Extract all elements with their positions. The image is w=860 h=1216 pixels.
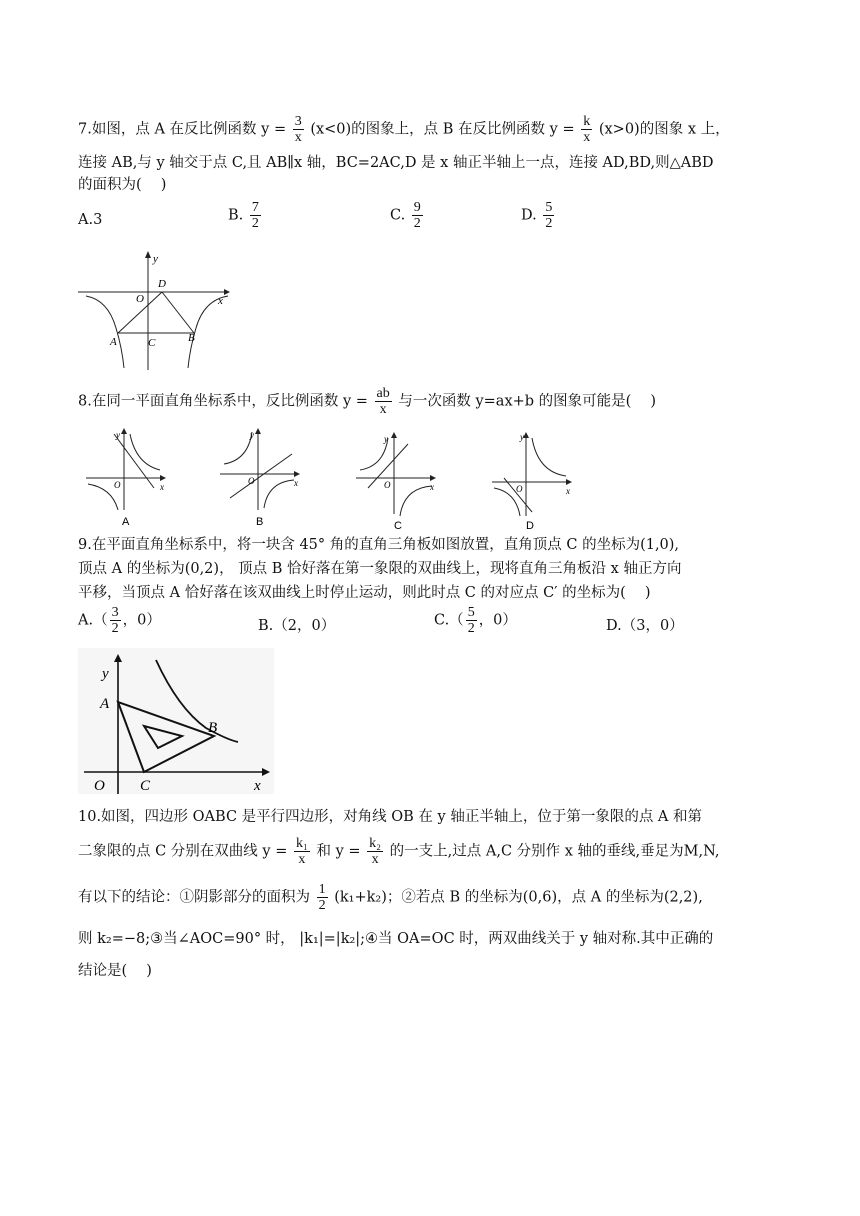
q9-fig-o-label: O (94, 778, 105, 794)
q7-fig-c-label: C (148, 337, 156, 349)
q8-graph-b[interactable] (218, 426, 302, 530)
q10-stem-line3: 有以下的结论：①阴影部分的面积为 $\frac{1}{2}$ (k₁+k₂)；②若点 B 的坐标为(0,6)，点 A 的坐标为(2,2), (78, 882, 703, 913)
q7-formula2-fraction: $\frac{k}{x}$ (583, 114, 591, 145)
q7-option-a[interactable]: A.3 (78, 212, 103, 228)
q9-figure (78, 648, 274, 794)
q7-stem-line3: 的面积为( ) (78, 177, 167, 193)
q7-fig-x-label: x (218, 295, 223, 307)
q7-fig-o-label: O (136, 293, 144, 305)
q10-formula1-fraction: $\frac{\text{k₁}}{x}$ (295, 836, 308, 867)
svg-text:x: x (430, 482, 434, 492)
q10-formula2-fraction: $\frac{\text{k₂}}{x}$ (369, 836, 382, 867)
q9-fig-a-label: A (100, 696, 110, 712)
q7-fig-b-label: B (188, 332, 195, 344)
q10-stem-line5: 结论是( ) (78, 963, 152, 979)
q10-half-fraction: $\frac{1}{2}$ (318, 882, 326, 913)
q10-stem-line1: 10.如图，四边形 OABC 是平行四边形，对角线 OB 在 y 轴正半轴上，位于第一象限的点 A 和第 (78, 809, 703, 825)
q7-fig-a-label: A (110, 336, 117, 348)
svg-text:x: x (160, 482, 164, 492)
svg-text:O: O (516, 484, 523, 494)
q9-stem-line3: 平移，当顶点 A 恰好落在该双曲线上时停止运动，则此时点 C 的对应点 C′ 的坐标为( ) (78, 585, 651, 601)
q7-fig-d-label: D (158, 278, 166, 290)
q7-formula1-fraction: $\frac{3}{x}$ (294, 114, 302, 145)
svg-text:O: O (384, 480, 391, 490)
svg-text:x: x (566, 486, 570, 496)
q7-figure (78, 248, 230, 370)
q8-graph-a[interactable] (84, 426, 168, 530)
svg-text:y: y (384, 434, 388, 444)
q7-option-b[interactable]: B. $\frac{7}{2}$ (228, 200, 259, 231)
q7-stem-line2: 连接 AB,与 y 轴交于点 C,且 AB∥x 轴，BC=2AC,D 是 x 轴正半轴上一点，连接 AD,BD,则△ABD (78, 155, 714, 171)
q9-stem-line1: 9.在平面直角坐标系中，将一块含 45° 角的直角三角板如图放置，直角顶点 C 的坐标为(1,0), (78, 537, 680, 553)
svg-text:O: O (248, 476, 255, 486)
q8-graph-c[interactable] (354, 426, 438, 530)
q8-caption-a: A (122, 516, 130, 528)
q8-caption-d: D (526, 520, 534, 530)
q9-fig-x-label: x (254, 778, 261, 794)
q8-formula-fraction: $\frac{ab}{x}$ (376, 386, 390, 417)
q10-stem-line4: 则 k₂=−8;③当∠AOC=90° 时， |k₁|=|k₂|;④当 OA=OC 时，两双曲线关于 y 轴对称.其中正确的 (78, 931, 714, 947)
svg-text:x: x (294, 478, 298, 488)
q7-stem-line1 (78, 114, 730, 145)
q7-option-d[interactable]: D. $\frac{5}{2}$ (521, 200, 553, 231)
q9-option-c[interactable]: C.（ $\frac{5}{2}$ ，0） (434, 605, 517, 636)
q9-fig-c-label: C (140, 778, 151, 794)
q9-fig-b-label: B (208, 720, 218, 736)
q7-fig-y-label: y (153, 253, 158, 265)
svg-text:y: y (520, 432, 524, 442)
svg-text:y: y (250, 430, 254, 440)
q7-formula1-condition: (x<0)的图象上，点 B 在反比例函数 (310, 121, 546, 138)
q9-option-b[interactable]: B.（2，0） (258, 618, 336, 634)
q7-option-c[interactable]: C. $\frac{9}{2}$ (390, 200, 421, 231)
q9-fig-y-label: y (102, 666, 109, 682)
q7-formula2-condition: (x>0)的图象 x 上， (598, 121, 730, 138)
q9-stem-line2: 顶点 A 的坐标为(0,2)， 顶点 B 恰好落在第一象限的双曲线上，现将直角三角板沿 x 轴正方向 (78, 561, 682, 577)
svg-text:y: y (116, 430, 120, 440)
q8-stem: 8.在同一平面直角坐标系中，反比例函数 y = $\frac{ab}{x}$ 与一次函数 y=ax+b 的图象可能是( ) (78, 386, 657, 417)
q9-option-a[interactable]: A.（ $\frac{3}{2}$ ，0） (78, 605, 161, 636)
q8-caption-c: C (394, 520, 402, 530)
q7-formula2-prefix: y = (549, 121, 575, 138)
q8-caption-b: B (256, 516, 264, 528)
q7-stem-text: 7.如图，点 A 在反比例函数 (78, 121, 257, 138)
svg-text:O: O (114, 480, 121, 490)
q10-stem-line2: 二象限的点 C 分别在双曲线 y = $\frac{\text{k₁}}{x}$ 和 y = $\frac{\text{k₂}}{x}$ 的一支上,过点 A,C 分别作 x 轴的垂线,垂足为M,N, (78, 836, 720, 867)
q8-graph-d[interactable] (490, 426, 574, 530)
q9-option-d[interactable]: D.（3，0） (606, 618, 684, 634)
q7-formula1-prefix: y = (261, 121, 287, 138)
